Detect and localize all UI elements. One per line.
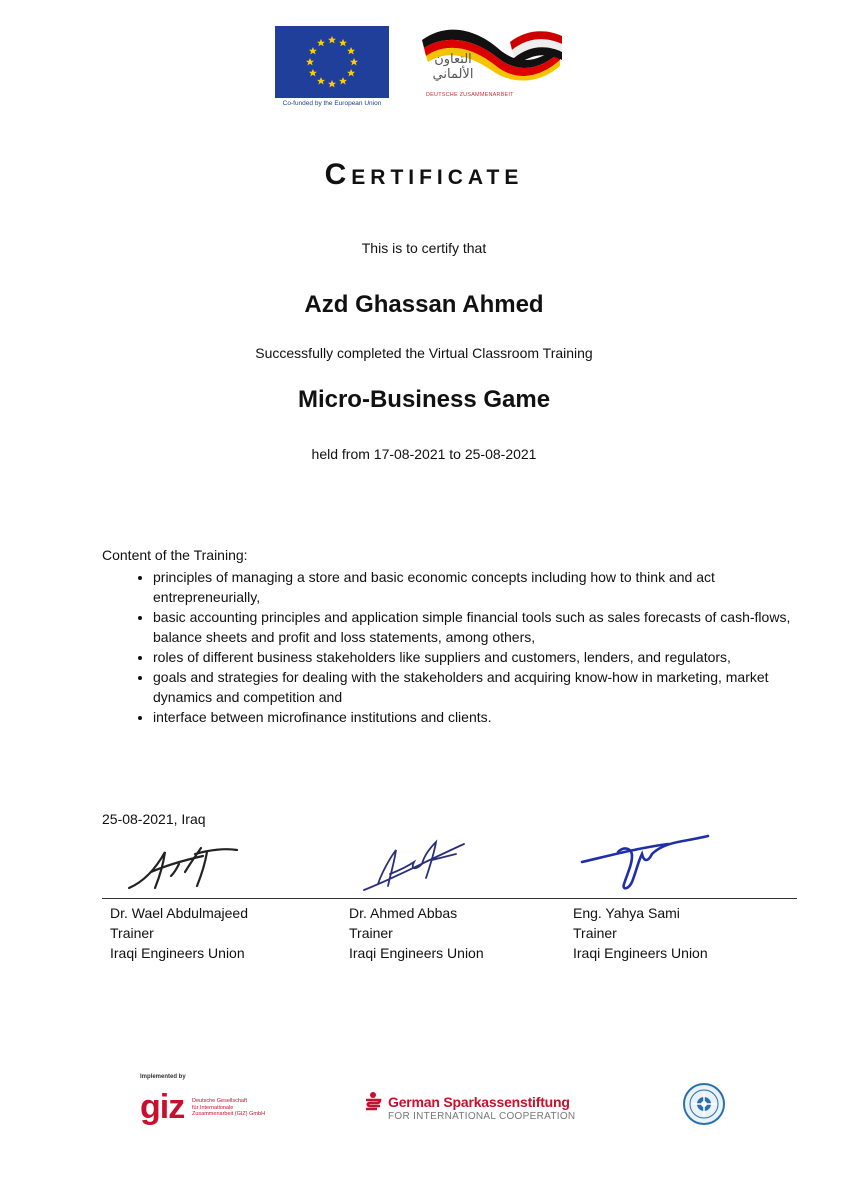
recipient-name: Azd Ghassan Ahmed	[304, 291, 544, 318]
content-list	[102, 567, 793, 727]
coop-caption: DEUTSCHE ZUSAMMENARBEIT	[426, 92, 514, 98]
list-item: • interface between microfinance institutions and clients.	[153, 707, 793, 727]
signature-1-icon	[125, 842, 245, 894]
content-title: Content of the Training:	[102, 547, 248, 563]
signer-block	[110, 903, 248, 963]
eu-logo	[275, 26, 389, 110]
list-item: • goals and strategies for dealing with the stakeholders and acquiring know-how in marketing, market dynamics and competition and	[153, 667, 793, 707]
sparkassenstiftung-name: German Sparkassenstiftung	[388, 1094, 570, 1110]
sparkassenstiftung-subtitle: FOR INTERNATIONAL COOPERATION	[388, 1111, 576, 1122]
course-name: Micro-Business Game	[297, 386, 551, 413]
signer-role: Trainer	[110, 925, 154, 941]
list-item: • basic accounting principles and application simple financial tools such as sales forecasts of cash-flows, balance sheets and profit and loss statements, among others,	[153, 607, 793, 647]
certificate-title: Certificate	[324, 158, 524, 191]
list-item: • principles of managing a store and basic economic concepts including how to think and act entrepreneurially,	[153, 567, 793, 607]
signer-block	[573, 903, 708, 963]
signature-line	[102, 898, 797, 899]
certify-text: This is to certify that	[361, 240, 487, 256]
eu-flag-icon	[275, 26, 389, 98]
signer-name: Eng. Yahya Sami	[573, 905, 680, 921]
eu-caption: Co-funded by the European Union	[282, 100, 382, 107]
giz-line: Zusammenarbeit (GIZ) GmbH	[192, 1111, 266, 1117]
coop-arabic-line1: التعاون	[434, 52, 472, 67]
signer-name: Dr. Wael Abdulmajeed	[110, 905, 248, 921]
signature-3-icon	[578, 832, 712, 894]
german-cooperation-logo	[420, 22, 564, 108]
training-dates: held from 17-08-2021 to 25-08-2021	[311, 446, 537, 462]
coop-arabic-line2: الألماني	[432, 67, 474, 82]
signer-role: Trainer	[573, 925, 617, 941]
giz-line: für Internationale	[192, 1104, 234, 1111]
giz-logo-text	[192, 1098, 292, 1118]
giz-logo: giz	[140, 1088, 185, 1126]
signer-role: Trainer	[349, 925, 393, 941]
signature-2-icon	[360, 836, 470, 894]
signer-org: Iraqi Engineers Union	[573, 945, 708, 961]
completed-text: Successfully completed the Virtual Classroom Training	[255, 345, 593, 361]
signer-block	[349, 903, 484, 963]
signer-name: Dr. Ahmed Abbas	[349, 905, 458, 921]
list-item: • roles of different business stakeholders like suppliers and customers, lenders, and regulators,	[153, 647, 793, 667]
engineers-union-seal-icon	[682, 1082, 726, 1126]
coop-arabic-text	[428, 52, 478, 82]
giz-line: Deutsche Gesellschaft	[192, 1098, 248, 1104]
date-place: 25-08-2021, Iraq	[102, 811, 206, 827]
signer-org: Iraqi Engineers Union	[110, 945, 245, 961]
signer-org: Iraqi Engineers Union	[349, 945, 484, 961]
implemented-by-label: Implemented by	[140, 1074, 186, 1080]
sparkasse-icon	[363, 1091, 383, 1111]
